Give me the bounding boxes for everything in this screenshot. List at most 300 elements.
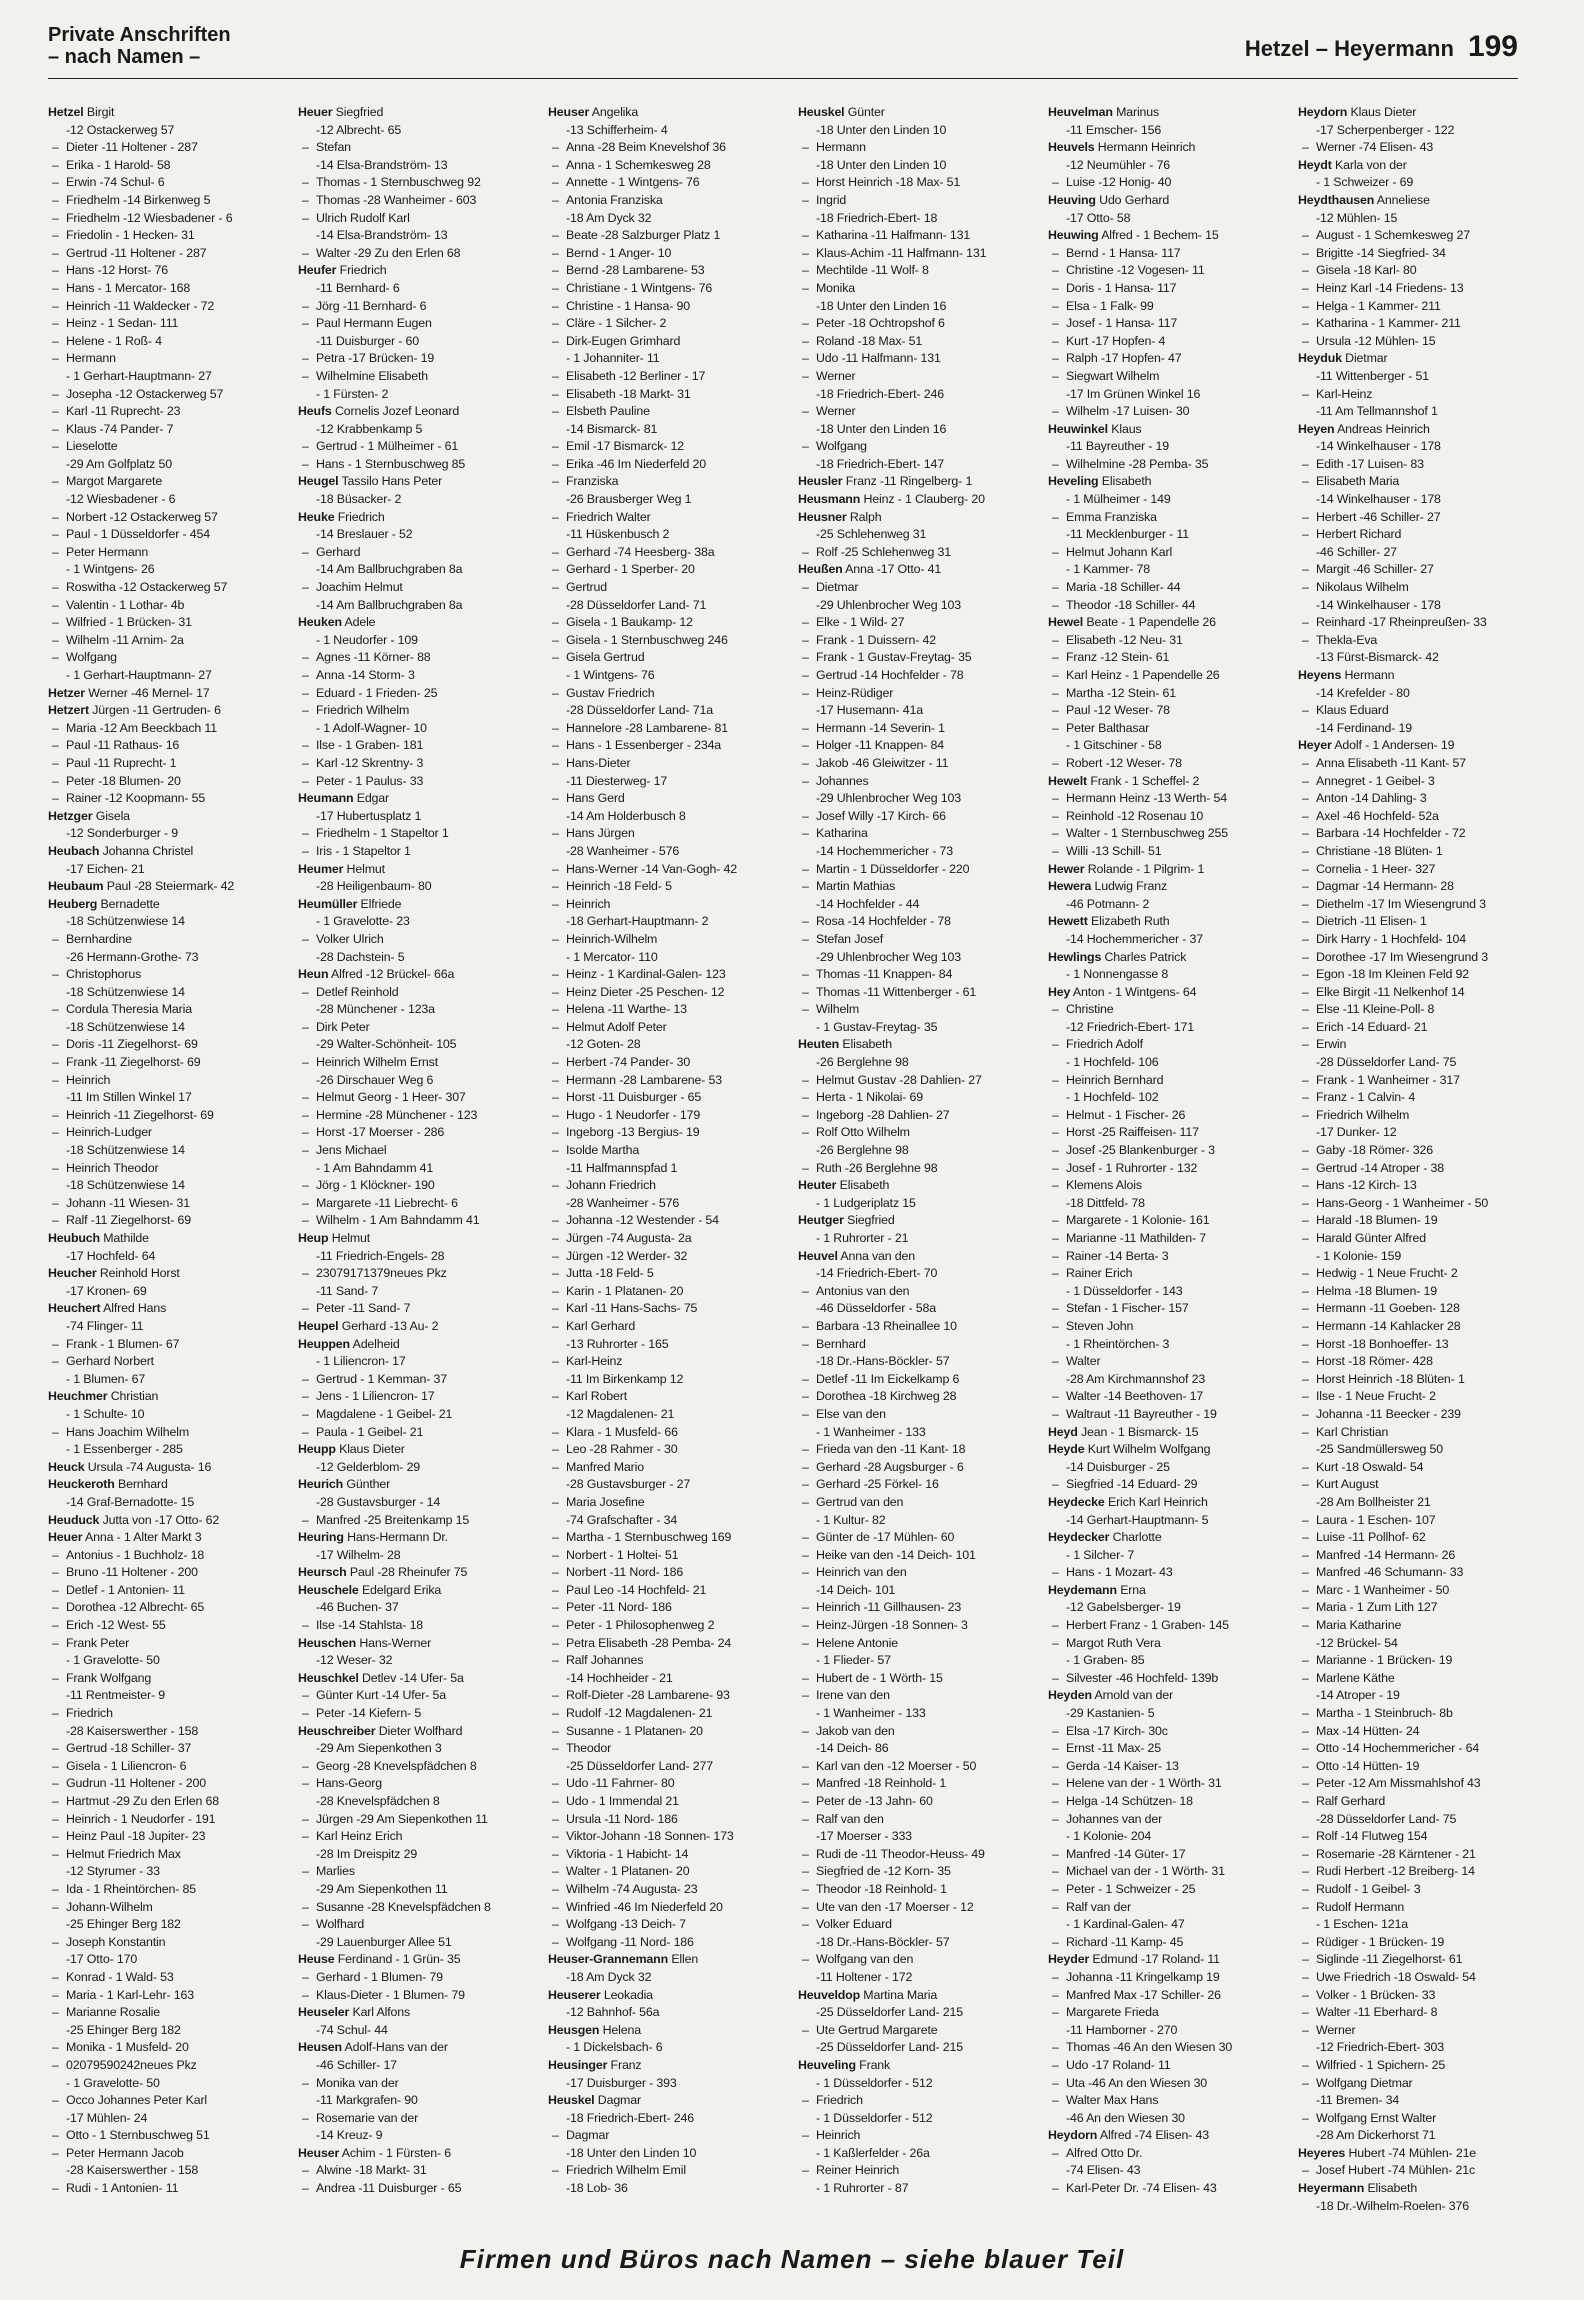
sub-entry	[798, 632, 1028, 650]
sub-entry	[548, 1441, 778, 1459]
address-line: - 1 Gravelotte- 50	[66, 2075, 160, 2090]
dash-marker: –	[552, 1917, 559, 1932]
dash-marker: –	[1302, 1512, 1309, 1527]
dash-marker: –	[52, 1618, 59, 1633]
sub-entry	[298, 315, 528, 333]
entry-detail: Marinus	[1116, 105, 1160, 119]
sub-entry	[798, 1388, 1028, 1406]
sub-entry-text: Wolfgang	[816, 439, 867, 454]
sub-entry	[548, 896, 778, 914]
sub-entry-text: Karl Robert	[566, 1389, 628, 1404]
sub-entry	[48, 333, 278, 351]
dash-marker: –	[552, 580, 559, 595]
sub-entry	[548, 1529, 778, 1547]
dash-marker: –	[302, 1776, 309, 1791]
sub-entry-text: Martin Mathias	[816, 879, 896, 894]
sub-entry-text: Martin - 1 Düsseldorfer - 220	[816, 861, 970, 876]
sub-entry	[798, 1318, 1028, 1336]
dash-marker: –	[1302, 967, 1309, 982]
address-line: -12 Wiesbadener - 6	[66, 492, 176, 507]
dash-marker: –	[1302, 1072, 1309, 1087]
sub-entry	[1298, 1617, 1528, 1635]
address-line: -18 Friedrich-Ebert- 18	[816, 210, 938, 225]
dash-marker: –	[1302, 879, 1309, 894]
surname: Heuschreiber	[298, 1723, 376, 1738]
dash-marker: –	[1302, 1143, 1309, 1158]
sub-entry	[548, 1001, 778, 1019]
dash-marker: –	[1052, 2145, 1059, 2160]
dash-marker: –	[52, 1072, 59, 1087]
dash-marker: –	[302, 2075, 309, 2090]
sub-entry-text: Hans -12 Kirch- 13	[1316, 1178, 1417, 1193]
sub-entry	[48, 1775, 278, 1793]
sub-entry	[48, 1899, 278, 1917]
directory-column	[298, 104, 528, 2234]
sub-entry	[548, 1318, 778, 1336]
address-line: -14 Kreuz- 9	[316, 2128, 383, 2143]
dash-marker: –	[52, 650, 59, 665]
sub-entry	[1298, 1195, 1528, 1213]
sub-entry-text: Johann -11 Wiesen- 31	[66, 1195, 191, 1210]
surname-entry	[548, 1951, 778, 1969]
dash-marker: –	[52, 1055, 59, 1070]
sub-entry	[48, 1846, 278, 1864]
dash-marker: –	[802, 879, 809, 894]
dash-marker: –	[1302, 1794, 1309, 1808]
dash-marker: –	[802, 1723, 809, 1738]
surname-entry	[298, 1230, 528, 1248]
address-line: -28 Kaiserswerther - 158	[66, 1723, 199, 1738]
dash-marker: –	[802, 773, 809, 788]
dash-marker: –	[802, 914, 809, 929]
address-line: -11 Diesterweg- 17	[566, 773, 668, 788]
dash-marker: –	[802, 668, 809, 682]
sub-entry	[1298, 386, 1528, 404]
address-line: -29 Walter-Schönheit- 105	[316, 1037, 457, 1052]
sub-entry-text: Friedhelm -14 Birkenweg 5	[66, 192, 211, 207]
surname-entry	[48, 685, 278, 703]
entry-detail: Helmut	[346, 861, 385, 876]
sub-entry-text: Franz - 1 Calvin- 4	[1316, 1090, 1416, 1105]
dash-marker: –	[1302, 1178, 1309, 1193]
address-line: - 1 Ruhrorter - 87	[816, 2181, 909, 2196]
sub-entry	[1298, 1705, 1528, 1723]
sub-entry-text: Anton -14 Dahling- 3	[1316, 791, 1427, 806]
dash-marker: –	[1302, 245, 1309, 260]
dash-marker: –	[1302, 1424, 1309, 1439]
sub-entry	[48, 649, 278, 667]
sub-entry	[1298, 1371, 1528, 1389]
entry-detail: Paul -28 Rheinufer 75	[349, 1565, 468, 1580]
dash-marker: –	[1052, 1794, 1059, 1808]
dash-marker: –	[52, 1635, 59, 1650]
dash-marker: –	[552, 456, 559, 471]
sub-entry-text: Herta - 1 Nikolai- 69	[816, 1090, 924, 1105]
address-line: -17 Kronen- 69	[66, 1283, 147, 1298]
sub-entry	[1298, 861, 1528, 879]
sub-entry	[298, 1705, 528, 1723]
address-line: -18 Dittfeld- 78	[1066, 1195, 1145, 1210]
sub-entry-text: Gerhard -25 Förkel- 16	[816, 1477, 939, 1492]
sub-entry-text: Otto -14 Hochemmericher - 64	[1316, 1741, 1480, 1756]
dash-marker: –	[1302, 826, 1309, 841]
dash-marker: –	[552, 1530, 559, 1545]
sub-entry-text: Heinz-Jürgen -18 Sonnen- 3	[816, 1618, 968, 1633]
sub-entry-text: Annette - 1 Wintgens- 76	[566, 175, 700, 190]
sub-entry-text: Heinrich -11 Gillhausen- 23	[816, 1600, 962, 1615]
sub-entry	[548, 1388, 778, 1406]
sub-entry	[1048, 597, 1278, 615]
address-line: -12 Magdalenen- 21	[566, 1406, 675, 1421]
sub-entry	[1048, 1723, 1278, 1741]
dash-marker: –	[52, 386, 59, 401]
sub-entry	[548, 561, 778, 579]
sub-entry	[1048, 1564, 1278, 1582]
sub-entry-text: Doris - 1 Hansa- 117	[1066, 280, 1177, 295]
address-line: -17 Wilhelm- 28	[316, 1547, 401, 1562]
sub-entry	[1048, 667, 1278, 685]
dash-marker: –	[552, 1776, 559, 1791]
sub-entry-text: Detlef Reinhold	[316, 984, 399, 999]
sub-entry	[1298, 1212, 1528, 1230]
sub-entry	[298, 737, 528, 755]
dash-marker: –	[1052, 175, 1059, 190]
dash-marker: –	[52, 755, 59, 770]
sub-entry-text: Frank Peter	[66, 1635, 130, 1650]
sub-entry	[798, 931, 1028, 949]
address-line: -25 Schlehenweg 31	[816, 527, 927, 542]
sub-entry-text: Peter -18 Ochtropshof 6	[816, 316, 945, 331]
sub-entry-text: Elsa - 1 Falk- 99	[1066, 298, 1154, 313]
entry-detail: Helena	[602, 2022, 641, 2037]
entry-detail: Friedrich	[337, 509, 385, 524]
sub-entry-text: Paul -11 Ruprecht- 1	[66, 755, 177, 770]
address-line: -18 Am Dyck 32	[566, 210, 652, 225]
sub-entry	[48, 1617, 278, 1635]
surname: Heveling	[1048, 474, 1099, 489]
sub-entry	[798, 1899, 1028, 1917]
dash-marker: –	[52, 1934, 59, 1949]
sub-entry	[298, 1406, 528, 1424]
dash-marker: –	[1302, 1406, 1309, 1421]
sub-entry	[548, 1881, 778, 1899]
page-header	[48, 22, 1518, 79]
sub-entry-text: Frank - 1 Wanheimer - 317	[1316, 1072, 1460, 1087]
sub-entry-text: Jakob van den	[816, 1723, 895, 1738]
sub-entry	[798, 913, 1028, 931]
sub-entry	[1048, 1881, 1278, 1899]
address-line: -18 Schützenwiese 14	[66, 1019, 185, 1034]
address-line: -12 Gelderblom- 29	[316, 1459, 421, 1474]
sub-entry	[1298, 456, 1528, 474]
address-line: -11 Wittenberger - 51	[1316, 368, 1430, 383]
sub-entry	[1298, 1424, 1528, 1442]
dash-marker: –	[1302, 1019, 1309, 1034]
sub-entry-text: Willi -13 Schill- 51	[1066, 843, 1162, 858]
dash-marker: –	[1302, 1987, 1309, 2002]
dash-marker: –	[1052, 1037, 1059, 1052]
sub-entry	[1298, 1406, 1528, 1424]
sub-entry	[48, 438, 278, 456]
dash-marker: –	[552, 263, 559, 278]
sub-entry-text: Agnes -11 Körner- 88	[316, 650, 431, 665]
address-line: -26 Brausberger Weg 1	[566, 492, 692, 507]
sub-entry-text: Heinrich	[816, 2128, 861, 2143]
surname-entry	[298, 509, 528, 527]
sub-entry	[548, 1089, 778, 1107]
entry-detail: Angelika	[591, 105, 639, 119]
dash-marker: –	[52, 1336, 59, 1351]
dash-marker: –	[52, 192, 59, 207]
sub-entry	[1048, 1248, 1278, 1266]
entry-detail: Kurt Wilhelm Wolfgang	[1087, 1442, 1211, 1457]
dash-marker: –	[52, 1776, 59, 1791]
surname-entry	[298, 2039, 528, 2057]
surname-entry	[798, 491, 1028, 509]
dash-marker: –	[52, 1547, 59, 1562]
dash-marker: –	[1302, 1107, 1309, 1122]
surname-entry	[1048, 192, 1278, 210]
sub-entry-text: Günter Kurt -14 Ufer- 5a	[316, 1688, 446, 1703]
surname-entry	[798, 1212, 1028, 1230]
sub-entry	[548, 1934, 778, 1952]
sub-entry-text: Alwine -18 Markt- 31	[316, 2163, 427, 2178]
dash-marker: –	[52, 474, 59, 489]
dash-marker: –	[1052, 720, 1059, 735]
dash-marker: –	[302, 826, 309, 841]
surname-entry	[298, 1582, 528, 1600]
sub-entry-text: Horst Heinrich -18 Max- 51	[816, 175, 961, 190]
entry-detail: Alfred - 1 Bechem- 15	[1101, 228, 1219, 243]
sub-entry-text: Siegwart Wilhelm	[1066, 368, 1160, 383]
entry-detail: Anna - 1 Alter Markt 3	[84, 1530, 202, 1545]
address-line: -28 Knevelspfädchen 8	[316, 1794, 440, 1808]
dash-marker: –	[552, 1389, 559, 1404]
sub-entry	[1298, 473, 1528, 491]
address-line: -28 Am Dickerhorst 71	[1316, 2128, 1436, 2143]
sub-entry	[48, 174, 278, 192]
sub-entry-text: Frank - 1 Gustav-Freytag- 35	[816, 650, 972, 665]
dash-marker: –	[1052, 1266, 1059, 1281]
sub-entry	[1298, 755, 1528, 773]
sub-entry	[548, 1283, 778, 1301]
address-line: -17 Hochfeld- 64	[66, 1248, 156, 1263]
sub-entry	[1298, 1723, 1528, 1741]
sub-entry	[1048, 790, 1278, 808]
dash-marker: –	[802, 333, 809, 348]
sub-entry-text: Friedrich Wilhelm	[1316, 1107, 1410, 1122]
address-line: -12 Krabbenkamp 5	[316, 421, 423, 436]
address-line: -18 Schützenwiese 14	[66, 1178, 185, 1193]
sub-entry-text: Else van den	[816, 1406, 886, 1421]
sub-entry	[1298, 1336, 1528, 1354]
dash-marker: –	[552, 1688, 559, 1703]
sub-entry	[298, 1617, 528, 1635]
dash-marker: –	[802, 351, 809, 366]
entry-detail: Franz	[610, 2057, 642, 2072]
sub-entry-text: Manfred Max -17 Schiller- 26	[1066, 1987, 1221, 2002]
dash-marker: –	[552, 632, 559, 647]
dash-marker: –	[552, 1125, 559, 1140]
sub-entry	[1048, 755, 1278, 773]
sub-entry	[798, 1564, 1028, 1582]
sub-entry-text: Dagmar -14 Hermann- 28	[1316, 879, 1454, 894]
surname-entry	[1048, 421, 1278, 439]
sub-entry-text: Karin - 1 Platanen- 20	[566, 1283, 684, 1298]
sub-entry-text: Maria - 1 Zum Lith 127	[1316, 1600, 1438, 1615]
dash-marker: –	[302, 1143, 309, 1158]
address-line: -18 Friedrich-Ebert- 147	[816, 456, 944, 471]
sub-entry	[1298, 1019, 1528, 1037]
sub-entry-text: Katharina	[816, 826, 868, 841]
sub-entry	[1048, 1265, 1278, 1283]
sub-entry	[48, 1635, 278, 1653]
sub-entry	[548, 280, 778, 298]
address-line: - 1 Düsseldorfer - 143	[1066, 1283, 1183, 1298]
dash-marker: –	[552, 1494, 559, 1509]
address-line: -17 Otto- 58	[1066, 210, 1131, 225]
sub-entry	[1298, 966, 1528, 984]
dash-marker: –	[302, 1917, 309, 1932]
sub-entry-text: Wilhelm -17 Luisen- 30	[1066, 404, 1190, 419]
dash-marker: –	[802, 1547, 809, 1562]
dash-marker: –	[1052, 1811, 1059, 1826]
dash-marker: –	[52, 1125, 59, 1140]
sub-entry	[1048, 1406, 1278, 1424]
sub-entry-text: Josepha -12 Ostackerweg 57	[66, 386, 224, 401]
sub-entry	[298, 1107, 528, 1125]
address-line: -17 Duisburger - 393	[566, 2075, 677, 2090]
address-line: -28 Münchener - 123a	[316, 1002, 435, 1017]
address-line: - 1 Wintgens- 76	[566, 668, 655, 682]
entry-detail: Hans-Werner	[359, 1635, 432, 1650]
dash-marker: –	[1302, 580, 1309, 595]
dash-marker: –	[552, 1002, 559, 1017]
surname-entry	[1048, 1494, 1278, 1512]
dash-marker: –	[552, 1442, 559, 1457]
sub-entry-text: Harald Günter Alfred	[1316, 1231, 1426, 1245]
sub-entry-text: Gertrud - 1 Mülheimer - 61	[316, 439, 459, 454]
dash-marker: –	[1302, 1706, 1309, 1721]
sub-entry	[298, 931, 528, 949]
directory-column	[798, 104, 1028, 2234]
sub-entry	[548, 1494, 778, 1512]
surname-entry	[1298, 667, 1528, 685]
sub-entry-text: Wilfried - 1 Brücken- 31	[66, 615, 192, 630]
sub-entry-text: Hugo - 1 Neudorfer - 179	[566, 1107, 701, 1122]
sub-entry	[1048, 1635, 1278, 1653]
address-line: -14 Am Holderbusch 8	[566, 808, 686, 823]
dash-marker: –	[52, 931, 59, 946]
sub-entry	[48, 509, 278, 527]
sub-entry	[798, 1476, 1028, 1494]
sub-entry-text: Hans-Dieter	[566, 755, 631, 770]
dash-marker: –	[302, 192, 309, 207]
sub-entry-text: Kurt -18 Oswald- 54	[1316, 1459, 1424, 1474]
dash-marker: –	[552, 245, 559, 260]
dash-marker: –	[552, 439, 559, 454]
entry-detail: Detlev -14 Ufer- 5a	[361, 1670, 464, 1685]
sub-entry-text: Volker - 1 Brücken- 33	[1316, 1987, 1436, 2002]
entry-detail: Johanna Christel	[102, 843, 194, 858]
sub-entry-text: Christine -12 Vogesen- 11	[1066, 263, 1205, 278]
surname: Heumann	[298, 791, 354, 806]
sub-entry-text: Stefan	[316, 140, 351, 155]
address-line: - 1 Ludgeriplatz 15	[816, 1195, 916, 1210]
surname: Heyens	[1298, 668, 1342, 682]
surname-entry	[548, 2022, 778, 2040]
surname-entry	[548, 1987, 778, 2005]
sub-entry-text: Bernd -28 Lambarene- 53	[566, 263, 705, 278]
dash-marker: –	[52, 632, 59, 647]
dash-marker: –	[552, 685, 559, 700]
sub-entry-text: Peter - 1 Schweizer - 25	[1066, 1881, 1196, 1896]
sub-entry-text: Thomas -28 Wanheimer - 603	[316, 192, 477, 207]
dash-marker: –	[302, 755, 309, 770]
dash-marker: –	[1302, 861, 1309, 876]
dash-marker: –	[1302, 843, 1309, 858]
dash-marker: –	[552, 1459, 559, 1474]
sub-entry-text: Ingeborg -28 Dahlien- 27	[816, 1107, 950, 1122]
sub-entry	[48, 139, 278, 157]
dash-marker: –	[1302, 386, 1309, 401]
address-line: -14 Am Ballbruchgraben 8a	[316, 562, 463, 577]
surname-entry	[48, 878, 278, 896]
sub-entry-text: Friedrich Wilhelm	[316, 703, 410, 718]
dash-marker: –	[1302, 228, 1309, 243]
sub-entry-text: Hermann -28 Lambarene- 53	[566, 1072, 723, 1087]
dash-marker: –	[302, 1266, 309, 1281]
sub-entry-text: Rainer -14 Berta- 3	[1066, 1248, 1169, 1263]
dash-marker: –	[1302, 2022, 1309, 2037]
sub-entry-text: Theodor	[566, 1741, 612, 1756]
sub-entry-text: Erika -46 Im Niederfeld 20	[566, 456, 707, 471]
dash-marker: –	[802, 720, 809, 735]
sub-entry-text: Frank Wolfgang	[66, 1670, 152, 1685]
sub-entry	[548, 649, 778, 667]
dash-marker: –	[552, 1019, 559, 1034]
sub-entry	[798, 1635, 1028, 1653]
sub-entry-text: Maria Josefine	[566, 1494, 645, 1509]
sub-entry-text: Susanne -28 Knevelspfädchen 8	[316, 1899, 491, 1914]
sub-entry-text: Monika - 1 Musfeld- 20	[66, 2040, 189, 2055]
dash-marker: –	[1052, 1969, 1059, 1984]
surname: Heugel	[298, 474, 339, 489]
surname-entry	[298, 1635, 528, 1653]
sub-entry	[1048, 2039, 1278, 2057]
sub-entry	[298, 1212, 528, 1230]
sub-entry-text: Heinrich -18 Feld- 5	[566, 879, 672, 894]
address-line: -12 Ostackerweg 57	[66, 122, 175, 137]
sub-entry-text: Dorothea -12 Albrecht- 65	[66, 1600, 205, 1615]
surname-entry	[548, 2092, 778, 2110]
surname-entry	[1298, 350, 1528, 368]
sub-entry-text: Paul Leo -14 Hochfeld- 21	[566, 1582, 707, 1597]
dash-marker: –	[302, 1371, 309, 1386]
dash-marker: –	[302, 1969, 309, 1984]
sub-entry	[48, 350, 278, 368]
entry-detail: Dietmar	[1345, 351, 1388, 366]
sub-entry-text: Hermann	[66, 351, 116, 366]
surname-entry	[798, 561, 1028, 579]
sub-entry	[48, 773, 278, 791]
dash-marker: –	[1052, 703, 1059, 718]
sub-entry-text: Uwe Friedrich -18 Oswald- 54	[1316, 1969, 1476, 1984]
sub-entry-text: Marianne -11 Mathilden- 7	[1066, 1231, 1206, 1245]
dash-marker: –	[1052, 544, 1059, 559]
dash-marker: –	[1052, 2040, 1059, 2055]
address-line: - 1 Graben- 85	[1066, 1653, 1145, 1668]
